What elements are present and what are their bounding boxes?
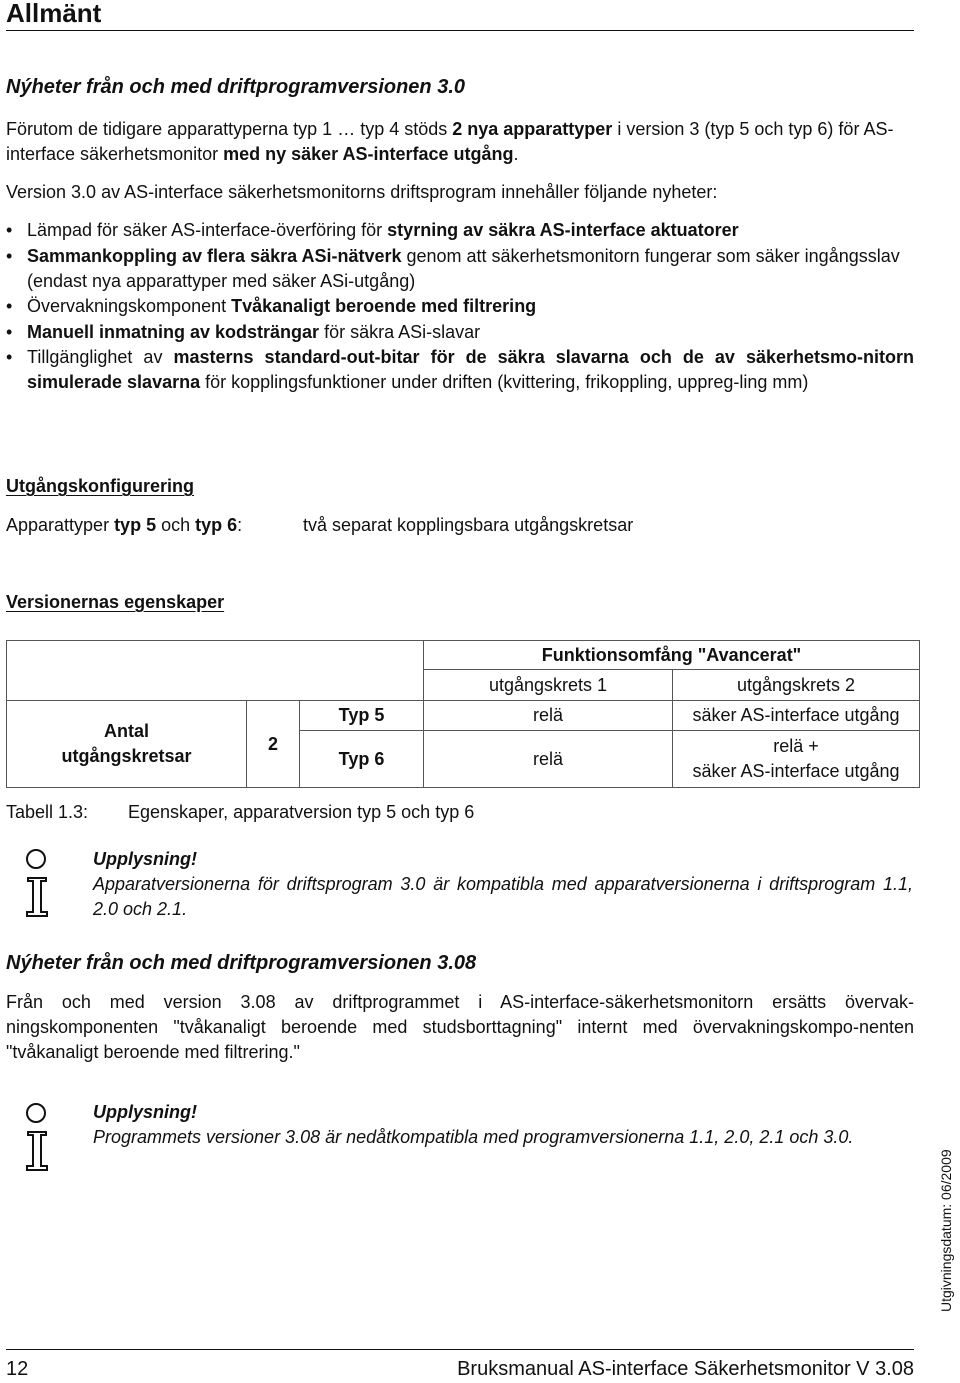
list-run: för kopplingsfunktioner under driften (kvittering, frikoppling, uppreg-ling mm) <box>200 372 809 392</box>
list-run: Tvåkanaligt beroende med filtrering <box>231 296 537 316</box>
list-run: masterns standard-out-bitar för de säkra slavarna och de av säkerhetsmo-nitorn simulerade slavarna <box>27 347 914 392</box>
features-list <box>6 218 914 396</box>
list-run: genom att säkerhetsmonitorn fungerar som säker ingångsslav (endast nya apparattyper med säker ASi-utgång) <box>27 245 900 291</box>
label-run: Apparattyper <box>6 515 115 535</box>
table-caption-label: Tabell 1.3: <box>6 802 89 822</box>
output-config-label <box>6 513 242 538</box>
footer-rule <box>6 1349 914 1350</box>
intro-paragraph <box>6 117 914 167</box>
table-row-label: Antal utgångskretsar <box>7 701 247 788</box>
label-run: och <box>156 515 196 535</box>
list-run: styrning av säkra AS-interface aktuatorer <box>387 220 739 240</box>
table-cell <box>673 731 920 788</box>
intro-run: . <box>513 144 519 164</box>
list-run: Sammankoppling av flera säkra ASi-nätverk <box>27 245 402 266</box>
table-col-header: utgångskrets 1 <box>424 670 673 701</box>
output-config-title: Utgångskonfigurering <box>6 476 194 496</box>
list-run: Tillgänglighet av <box>27 347 174 367</box>
list-item <box>6 320 914 345</box>
properties-table <box>6 640 920 788</box>
list-run: Övervakningskomponent <box>27 296 232 316</box>
footer-title: Bruksmanual AS-interface Säkerhetsmonitor V 3.08 <box>457 1358 914 1380</box>
label-run: : <box>237 515 243 535</box>
table-group-header: Funktionsomfång "Avancerat" <box>424 641 920 670</box>
info-icon <box>24 848 56 918</box>
list-run: Manuell inmatning av kodsträngar <box>27 321 320 342</box>
intro-run: i version 3 (typ 5 och typ 6) för AS-interface säkerhetsmonitor <box>6 119 894 164</box>
note-heading: Upplysning! <box>93 1102 197 1122</box>
table-cell: relä <box>424 731 673 788</box>
output-config-value: två separat kopplingsbara utgångskretsar <box>303 515 634 535</box>
section-heading-3-08: Nýheter från och med driftprogramversionen 3.08 <box>6 952 477 974</box>
table-cell-line: relä + <box>773 736 819 756</box>
intro-run: Förutom de tidigare apparattyperna typ 1 … typ 4 stöds <box>6 119 453 139</box>
list-item <box>6 294 914 319</box>
table-type-cell: Typ 6 <box>300 731 424 788</box>
intro-run: 2 nya apparattyper <box>452 119 613 139</box>
header-rule <box>6 30 914 31</box>
table-corner-cell <box>7 641 424 701</box>
version-line: Version 3.0 av AS-interface säkerhetsmonitorns driftsprogram innehåller följande nyheter: <box>6 182 718 202</box>
label-run: typ 6 <box>195 515 238 535</box>
table-caption-text: Egenskaper, apparatversion typ 5 och typ 6 <box>128 802 475 822</box>
section-heading-3-0: Nýheter från och med driftprogramversionen 3.0 <box>6 76 466 98</box>
note-heading: Upplysning! <box>93 849 197 869</box>
note-text: Apparatversionerna för driftsprogram 3.0 är kompatibla med apparatversionerna i driftsprogram 1.1, 2.0 och 2.1. <box>93 874 913 919</box>
chapter-title: Allmänt <box>6 0 102 28</box>
section-paragraph: Från och med version 3.08 av driftprogrammet i AS-interface-säkerhetsmonitorn ersätts övervak-ningskomponenten "tvåkanaligt beroende med studsborttagning" internt med övervakningskompo-nenten "tvåkanaligt beroende med filtrering." <box>6 992 914 1062</box>
table-cell: relä <box>424 701 673 731</box>
table-cell-line: säker AS-interface utgång <box>692 761 900 781</box>
note-text: Programmets versioner 3.08 är nedåtkompatibla med programversionerna 1.1, 2.0, 2.1 och 3.0. <box>93 1127 854 1147</box>
table-col-header: utgångskrets 2 <box>673 670 920 701</box>
list-item <box>6 244 914 294</box>
list-item <box>6 345 914 395</box>
table-count-cell: 2 <box>247 701 300 788</box>
table-cell: säker AS-interface utgång <box>673 701 920 731</box>
list-run: för säkra ASi-slavar <box>319 321 481 342</box>
list-run: Lämpad för säker AS-interface-överföring för <box>27 220 388 240</box>
issue-date: Utgivningsdatum: 06/2009 <box>938 1149 954 1312</box>
label-run: typ 5 <box>114 515 157 535</box>
info-icon <box>24 1102 56 1172</box>
intro-run: med ny säker AS-interface utgång <box>223 144 514 164</box>
table-type-cell: Typ 5 <box>300 701 424 731</box>
properties-title: Versionernas egenskaper <box>6 592 225 612</box>
list-item <box>6 218 914 243</box>
page-number: 12 <box>6 1358 29 1380</box>
